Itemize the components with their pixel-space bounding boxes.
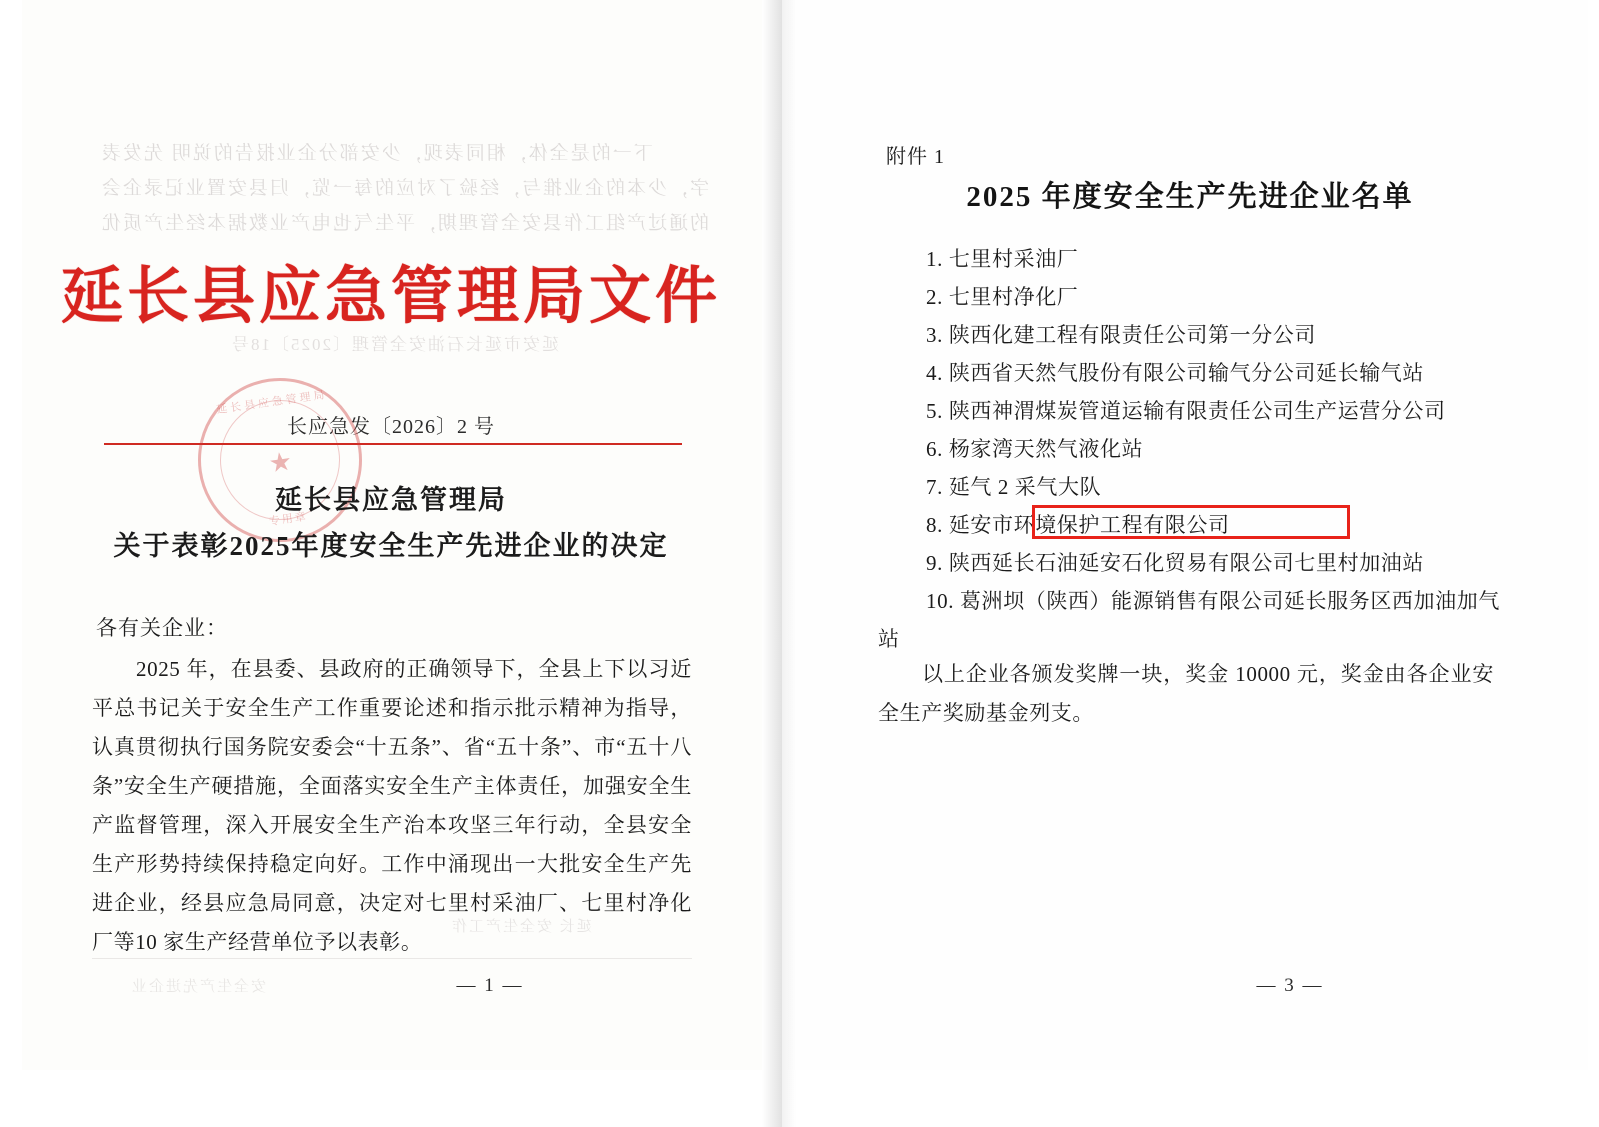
list-item-label: 陕西化建工程有限责任公司第一分公司	[948, 323, 1317, 347]
document-page-left	[0, 0, 782, 1127]
list-item	[878, 354, 1518, 392]
list-item-number: 3.	[926, 323, 943, 347]
page-edge-shadow	[762, 0, 782, 1127]
red-highlight-box	[1032, 505, 1350, 539]
list-item-number: 5.	[926, 399, 943, 423]
bleed-through-text: 下一的是全体，相同表现，少安部分企业报告的说明 先发表	[100, 143, 653, 164]
list-item	[878, 316, 1518, 354]
enterprise-list	[878, 240, 1518, 658]
list-item	[878, 278, 1518, 316]
list-item-number: 8.	[926, 513, 943, 537]
bleed-through-text: 的通过产组工作县安全管理期，平生气也电产业数据本经生产质优	[100, 213, 710, 234]
list-item-number: 2.	[926, 285, 943, 309]
attachment-title: 2025 年度安全生产先进企业名单	[966, 181, 1414, 213]
list-item-number: 4.	[926, 361, 943, 385]
list-item-label: 陕西延长石油延安石化贸易有限公司七里村加油站	[948, 551, 1425, 575]
page-title-line-1: 延长县应急管理局	[275, 485, 507, 515]
list-item-label: 延安市环境保护工程有限公司	[948, 513, 1230, 537]
document-masthead: 延长县应急管理局文件	[60, 263, 721, 331]
bleed-through-text: 字，少本的企业推与，经验了对应的每一览，归县安置业记录企会	[100, 178, 710, 199]
page-bottom-faint-line	[92, 958, 692, 959]
list-item	[878, 392, 1518, 430]
salutation: 各有关企业：	[96, 616, 228, 640]
list-item-number: 7.	[926, 475, 943, 499]
body-paragraph: 2025 年，在县委、县政府的正确领导下，全县上下以习近平总书记关于安全生产工作重要论述和指示批示精神为指导，认真贯彻执行国务院安委会“十五条”、省“五十条”、市“五十八条”安全生产硬措施，全面落实安全生产主体责任，加强安全生产监督管理，深入开展安全生产治本攻坚三年行动，全县安全生产形势持续保持稳定向好。工作中涌现出一大批安全生产先进企业，经县应急局同意，决定对七里村采油厂、七里村净化厂等10 家生产经营单位予以表彰。	[92, 657, 692, 954]
page-folio-right: — 3 —	[1256, 975, 1324, 996]
list-item-label: 七里村净化厂	[948, 285, 1079, 309]
list-item-label: 杨家湾天然气液化站	[948, 437, 1144, 461]
bleed-through-text: 延安市延长石油安全管理〔2025〕18号	[230, 335, 559, 354]
bleed-through-text: 延长 安全生产工作	[450, 919, 592, 935]
attachment-label: 附件 1	[886, 146, 945, 168]
seal-bottom-text: 专用章	[268, 510, 309, 529]
list-item	[878, 544, 1518, 582]
bleed-through-text: 安全生产先进企业	[130, 979, 267, 995]
list-item-number: 10.	[926, 589, 955, 613]
list-item-label: 七里村采油厂	[948, 247, 1079, 271]
seal-top-text: 延长县应急管理局	[215, 388, 329, 417]
page-title-line-2: 关于表彰2025年度安全生产先进企业的决定	[113, 530, 669, 561]
document-number: 长应急发〔2026〕2 号	[287, 416, 495, 438]
list-item-number: 9.	[926, 551, 943, 575]
list-item-number: 6.	[926, 437, 943, 461]
list-item	[878, 240, 1518, 278]
page-folio-left: — 1 —	[456, 975, 524, 996]
closing-paragraph: 以上企业各颁发奖牌一块，奖金 10000 元，奖金由各企业安全生产奖励基金列支。	[878, 662, 1494, 725]
list-item-label: 陕西神渭煤炭管道运输有限责任公司生产运营分公司	[948, 399, 1446, 423]
list-item-label: 葛洲坝（陕西）能源销售有限公司延长服务区西加油加气站	[878, 589, 1500, 651]
list-item	[878, 468, 1518, 506]
list-item-label: 陕西省天然气股份有限公司输气分公司延长输气站	[948, 361, 1425, 385]
document-title-block	[0, 478, 782, 570]
page-edge-shadow-left	[782, 0, 796, 1127]
red-divider-rule	[104, 443, 682, 445]
list-item-number: 1.	[926, 247, 943, 271]
star-icon: ★	[266, 446, 294, 479]
list-item	[878, 582, 1518, 658]
list-item	[878, 430, 1518, 468]
list-item-label: 延气 2 采气大队	[948, 475, 1102, 499]
